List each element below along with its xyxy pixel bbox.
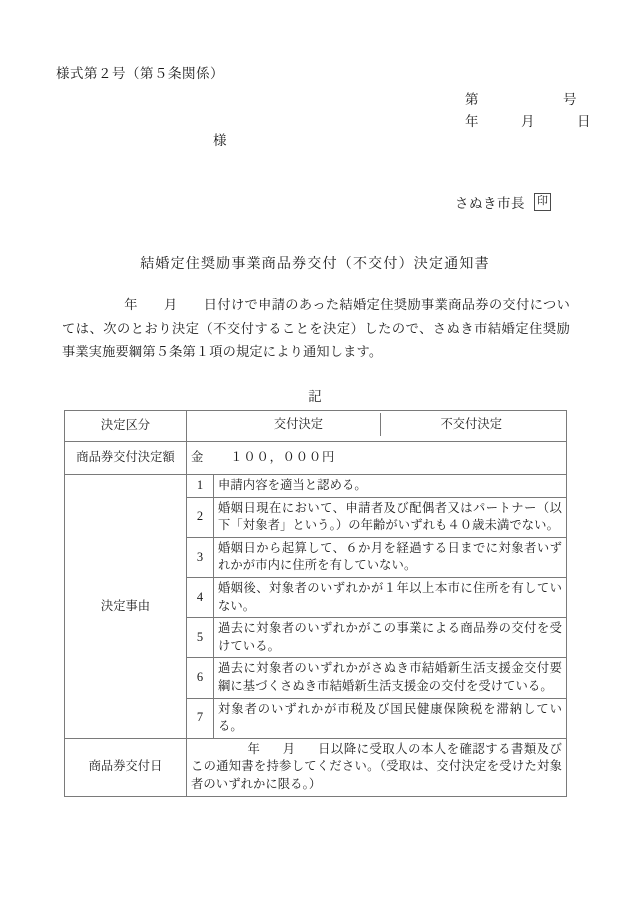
document-number-field: 第 号: [465, 92, 577, 107]
reason-number: 7: [187, 698, 214, 738]
header-cell-not-granted: 不交付決定: [440, 416, 502, 431]
amount-label: 商品券交付決定額: [65, 442, 187, 475]
reason-text: 過去に対象者のいずれかがさぬき市結婚新生活支援金交付要綱に基づくさぬき市結婚新生活支援金の交付を受けている。: [214, 658, 567, 698]
issuer-name: さぬき市長: [455, 196, 525, 211]
body-text-rest: 日付けで申請のあった結婚定住奨励事業商品券の交付については、次のとおり決定（不交付することを決定）したので、さぬき市結婚定住奨励事業実施要綱第５条第１項の規定により通知します。: [62, 297, 571, 359]
delivery-label: 商品券交付日: [65, 738, 187, 796]
document-date-field: 年 月 日: [465, 114, 591, 129]
reason-text: 婚姻日現在において、申請者及び配偶者又はパートナー（以下「対象者」という。）の年齢がいずれも４０歳未満でない。: [214, 497, 567, 537]
reason-text: 婚姻後、対象者のいずれかが１年以上本市に住所を有していない。: [214, 577, 567, 617]
delivery-year-label: 年: [247, 741, 261, 756]
table-row-delivery: [65, 738, 567, 796]
reason-text: 過去に対象者のいずれかがこの事業による商品券の交付を受けている。: [214, 618, 567, 658]
delivery-text: 日以降に受取人の本人を確認する書類及びこの通知書を持参してください。（受取は、交付決定を受けた対象者のいずれかに限る。）: [191, 741, 562, 791]
reason-number: 3: [187, 537, 214, 577]
header-cell-granted-spacer: [187, 411, 214, 442]
seal-icon: 印: [534, 193, 551, 211]
reason-text: 婚姻日から起算して、６か月を経過する日までに対象者いずれかが市内に住所を有していない。: [214, 537, 567, 577]
reason-number: 5: [187, 618, 214, 658]
header-cell-granted: 交付決定: [218, 413, 381, 437]
reason-number: 4: [187, 577, 214, 617]
amount-value: 金 １００，０００円: [187, 442, 567, 475]
decision-table-wrapper: [64, 410, 567, 797]
reason-label: 決定事由: [65, 475, 187, 739]
issuer-block: [455, 192, 551, 212]
delivery-text-cell: [187, 738, 567, 796]
body-paragraph: [62, 293, 570, 364]
form-number: 様式第２号（第５条関係）: [56, 66, 224, 81]
body-year-label: 年: [124, 297, 138, 312]
page-title: 結婚定住奨励事業商品券交付（不交付）決定通知書: [140, 257, 490, 272]
reason-number: 6: [187, 658, 214, 698]
header-cell-category: 決定区分: [65, 411, 187, 442]
ki-marker: 記: [308, 389, 322, 404]
reason-number: 1: [187, 475, 214, 498]
table-row-reason-1: [65, 475, 567, 498]
table-header-row: [65, 411, 567, 442]
decision-table: [64, 410, 567, 797]
reason-number: 2: [187, 497, 214, 537]
body-month-label: 月: [163, 297, 178, 312]
table-row-amount: [65, 442, 567, 475]
delivery-month-label: 月: [282, 741, 296, 756]
addressee-field: 様: [213, 133, 227, 148]
reason-text: 申請内容を適当と認める。: [214, 475, 567, 498]
reason-text: 対象者のいずれかが市税及び国民健康保険税を滞納している。: [214, 698, 567, 738]
